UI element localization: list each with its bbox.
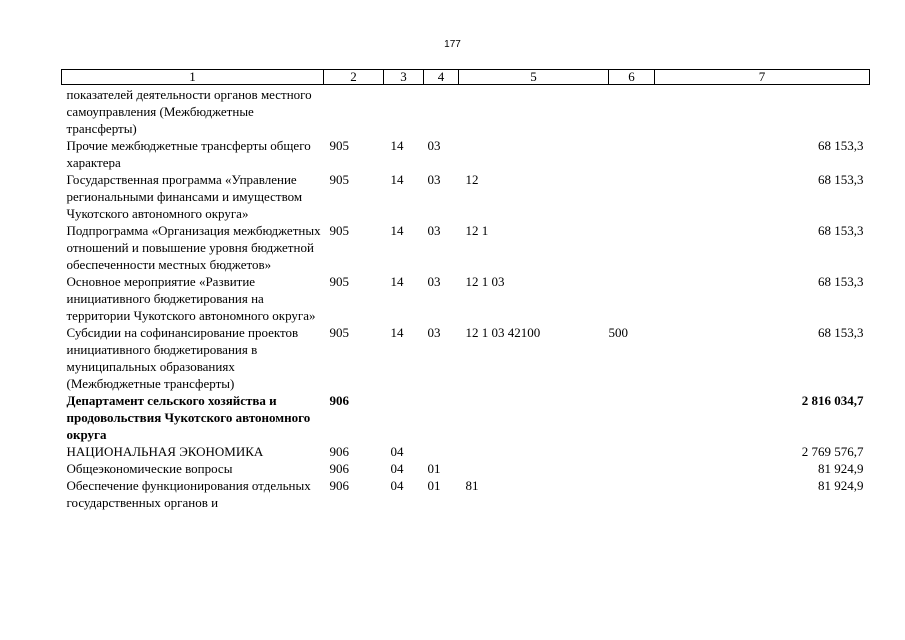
column-header: 4 <box>424 70 459 85</box>
row-name-cell: Общеэкономические вопросы <box>66 461 233 476</box>
row-target-article-cell <box>459 392 609 443</box>
row-subsection-code-cell: 03 <box>427 138 441 153</box>
table-row <box>62 137 870 171</box>
row-expense-type-cell <box>609 392 655 443</box>
row-name-cell: Подпрограмма «Организация межбюджетных отношений и повышение уровня бюджетной обеспеченности местных бюджетов» <box>66 223 321 272</box>
row-section-code-cell: 04 <box>390 461 404 476</box>
table-row <box>62 273 870 324</box>
row-department-code-cell: 905 <box>329 325 349 340</box>
row-subsection-code-cell: 01 <box>427 478 441 493</box>
table-row <box>62 460 870 477</box>
row-department-code-cell: 906 <box>329 478 349 493</box>
row-amount-cell <box>655 85 870 138</box>
row-department-code-cell: 906 <box>329 461 349 476</box>
row-target-article-cell: 81 <box>465 478 479 493</box>
row-target-article-cell <box>459 460 609 477</box>
row-expense-type-cell <box>609 137 655 171</box>
row-amount-cell: 2 769 576,7 <box>801 444 864 459</box>
row-name-cell: Департамент сельского хозяйства и продовольствия Чукотского автономного округа <box>66 393 311 442</box>
row-department-code-cell: 905 <box>329 172 349 187</box>
row-target-article-cell <box>459 137 609 171</box>
table-row <box>62 443 870 460</box>
row-subsection-code-cell <box>424 443 459 460</box>
row-department-code-cell: 906 <box>329 393 349 408</box>
row-name-cell: Субсидии на софинансирование проектов инициативного бюджетирования в муниципальных образованиях (Межбюджетные трансферты) <box>66 325 299 391</box>
row-expense-type-cell <box>609 443 655 460</box>
table-row <box>62 324 870 392</box>
column-header: 1 <box>62 70 324 85</box>
row-name-cell: НАЦИОНАЛЬНАЯ ЭКОНОМИКА <box>66 444 264 459</box>
table-row <box>62 477 870 511</box>
row-target-article-cell <box>459 443 609 460</box>
row-section-code-cell: 14 <box>390 325 404 340</box>
row-section-code-cell <box>384 392 424 443</box>
row-expense-type-cell <box>609 477 655 511</box>
row-department-code-cell: 905 <box>329 274 349 289</box>
row-amount-cell: 68 153,3 <box>818 172 864 187</box>
row-subsection-code-cell <box>424 85 459 138</box>
row-subsection-code-cell: 01 <box>427 461 441 476</box>
column-header: 3 <box>384 70 424 85</box>
row-target-article-cell: 12 <box>465 172 479 187</box>
row-department-code-cell: 905 <box>329 138 349 153</box>
row-amount-cell: 81 924,9 <box>818 461 864 476</box>
row-target-article-cell <box>459 85 609 138</box>
row-department-code-cell <box>324 85 384 138</box>
row-subsection-code-cell: 03 <box>427 223 441 238</box>
row-amount-cell: 2 816 034,7 <box>801 393 864 408</box>
row-section-code-cell: 04 <box>390 478 404 493</box>
row-expense-type-cell: 500 <box>608 325 628 340</box>
row-amount-cell: 81 924,9 <box>818 478 864 493</box>
row-name-cell: Прочие межбюджетные трансферты общего характера <box>66 138 311 170</box>
column-header: 2 <box>324 70 384 85</box>
row-subsection-code-cell <box>424 392 459 443</box>
row-target-article-cell: 12 1 03 42100 <box>465 325 541 340</box>
row-target-article-cell: 12 1 <box>465 223 489 238</box>
row-amount-cell: 68 153,3 <box>818 325 864 340</box>
row-target-article-cell: 12 1 03 <box>465 274 505 289</box>
row-expense-type-cell <box>609 85 655 138</box>
column-header: 7 <box>655 70 870 85</box>
table-row <box>62 222 870 273</box>
row-name-cell: Обеспечение функционирования отдельных государственных органов и <box>66 478 311 510</box>
row-amount-cell: 68 153,3 <box>818 274 864 289</box>
row-section-code-cell: 14 <box>390 223 404 238</box>
row-department-code-cell: 905 <box>329 223 349 238</box>
row-department-code-cell: 906 <box>329 444 349 459</box>
row-subsection-code-cell: 03 <box>427 325 441 340</box>
row-name-cell: Государственная программа «Управление региональными финансами и имуществом Чукотского автономного округа» <box>66 172 303 221</box>
row-amount-cell: 68 153,3 <box>818 138 864 153</box>
row-expense-type-cell <box>609 171 655 222</box>
budget-table <box>61 69 870 511</box>
row-amount-cell: 68 153,3 <box>818 223 864 238</box>
row-section-code-cell: 14 <box>390 274 404 289</box>
row-subsection-code-cell: 03 <box>427 172 441 187</box>
column-header: 6 <box>609 70 655 85</box>
row-expense-type-cell <box>609 222 655 273</box>
row-section-code-cell: 14 <box>390 138 404 153</box>
row-subsection-code-cell: 03 <box>427 274 441 289</box>
column-header: 5 <box>459 70 609 85</box>
table-body <box>62 85 870 512</box>
row-name-cell: показателей деятельности органов местного самоуправления (Межбюджетные трансферты) <box>66 87 312 136</box>
row-section-code-cell: 14 <box>390 172 404 187</box>
table-header-row <box>62 70 870 85</box>
row-expense-type-cell <box>609 460 655 477</box>
table-row <box>62 392 870 443</box>
row-section-code-cell: 04 <box>390 444 404 459</box>
row-expense-type-cell <box>609 273 655 324</box>
page-number: 177 <box>444 39 461 50</box>
row-section-code-cell <box>384 85 424 138</box>
row-name-cell: Основное мероприятие «Развитие инициативного бюджетирования на территории Чукотского автономного округа» <box>66 274 316 323</box>
table-row <box>62 171 870 222</box>
table-row <box>62 85 870 138</box>
